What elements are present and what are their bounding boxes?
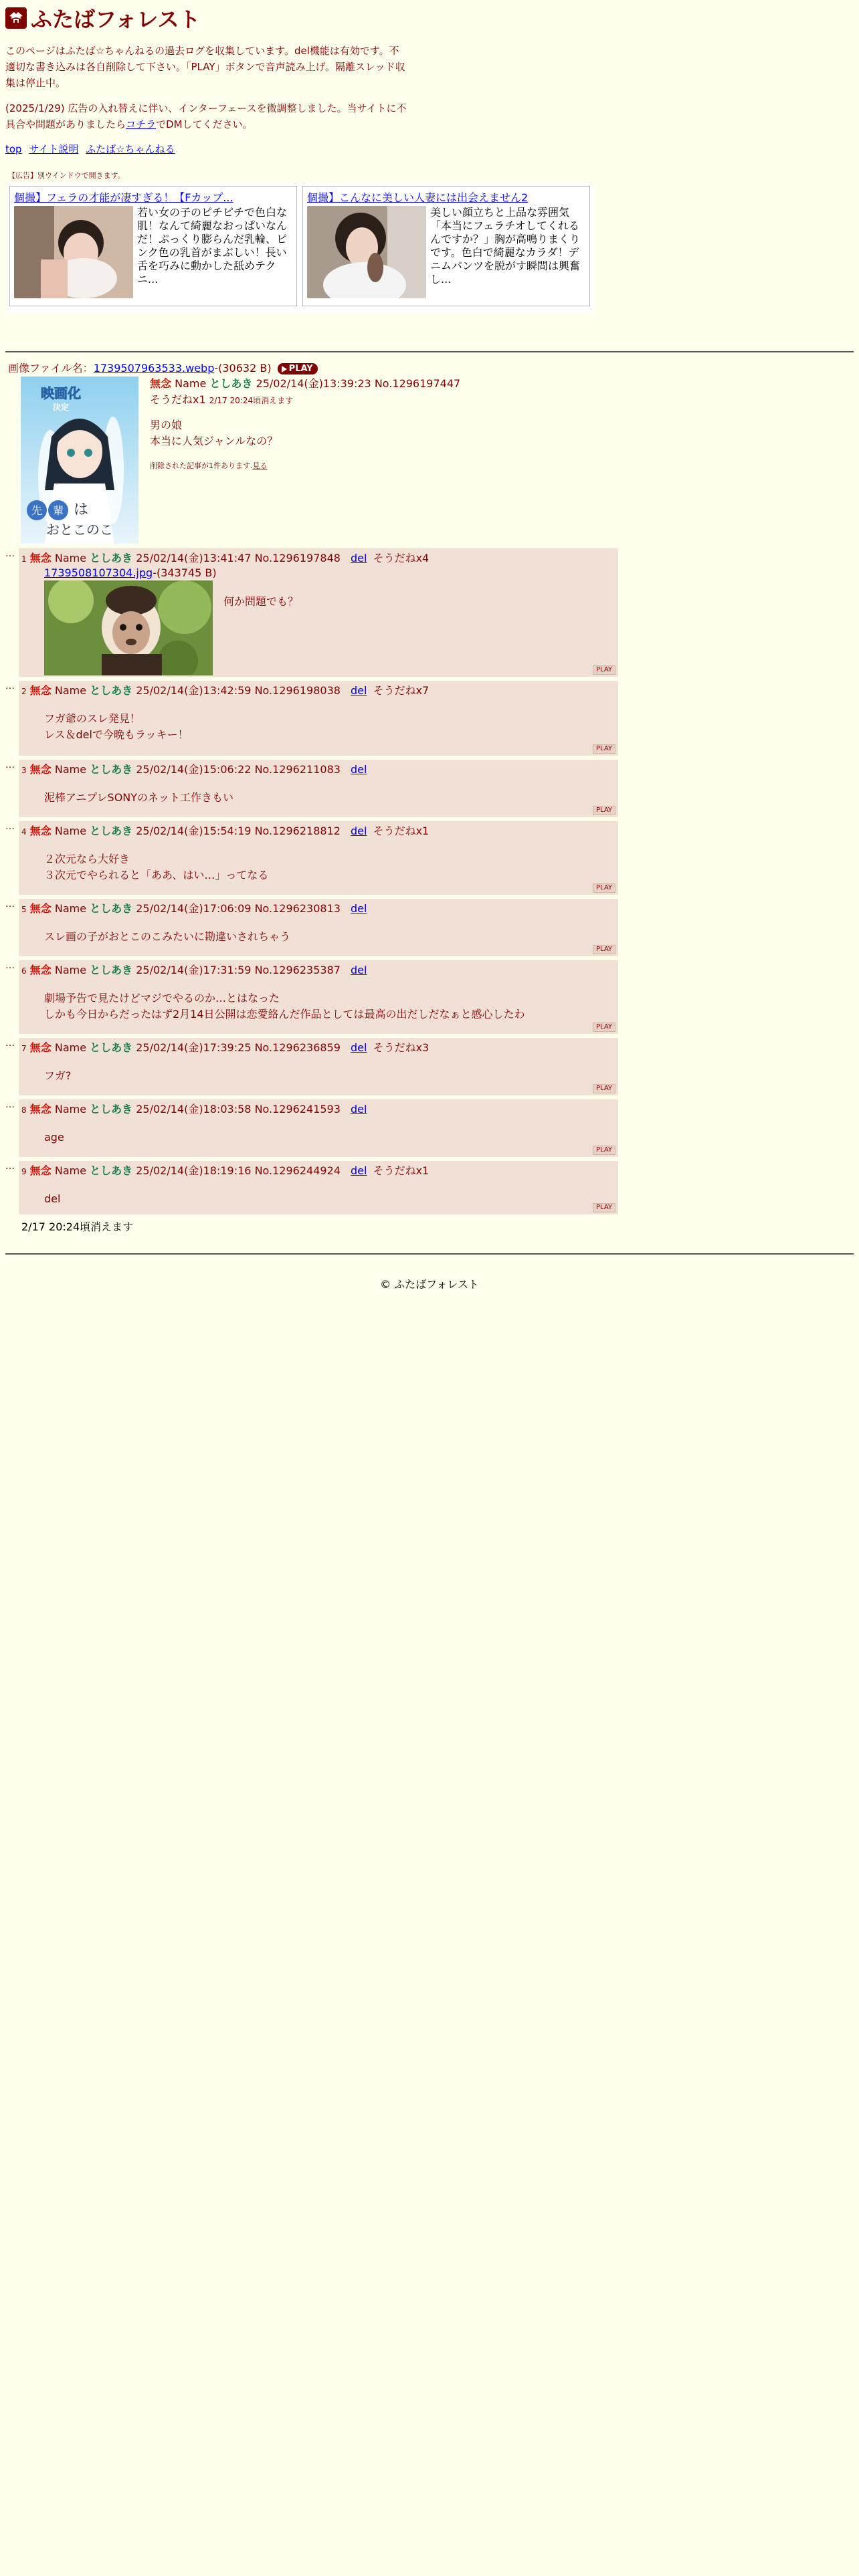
op-number: No.1296197447 <box>374 377 461 390</box>
play-icon <box>282 366 287 372</box>
site-header <box>5 3 407 156</box>
reply-body <box>19 821 618 895</box>
op-name: としあき <box>209 377 253 390</box>
soudane[interactable]: そうだねx3 <box>373 1041 430 1054</box>
soudane[interactable]: そうだねx4 <box>373 552 430 564</box>
reply-text: 泥棒アニプレSONYのネット工作きもい <box>44 791 234 804</box>
reply-header: 9 無念 Name としあき 25/02/14(金)18:19:16 No.1296244924 del そうだねx1 <box>21 1164 430 1177</box>
nav-futaba-link[interactable]: ふたば☆ちゃんねる <box>86 143 175 155</box>
del-link[interactable]: del <box>351 902 367 915</box>
reply-dots: … <box>5 548 15 559</box>
op-soudane[interactable]: そうだねx1 <box>150 393 206 406</box>
soudane[interactable]: そうだねx1 <box>373 825 430 837</box>
op-expire: 2/17 20:24頃消えます <box>209 396 294 405</box>
op-name-label: Name <box>175 377 207 390</box>
reply-body <box>19 1099 618 1157</box>
reply-play-button[interactable]: PLAY <box>593 1146 615 1155</box>
reply-body <box>19 1161 618 1214</box>
ad-card[interactable] <box>9 186 297 306</box>
nav-about-link[interactable]: サイト説明 <box>29 143 79 155</box>
reply-header: 8 無念 Name としあき 25/02/14(金)18:03:58 No.1296241593 del <box>21 1103 367 1115</box>
reply-header: 2 無念 Name としあき 25/02/14(金)13:42:59 No.1296198038 del そうだねx7 <box>21 684 430 697</box>
notice-text: (2025/1/29) 広告の入れ替えに伴い、インターフェースを微調整しました。当サイトに不具合や問題がありましたらコチラでDMしてください。 <box>5 102 407 130</box>
ad-title-link[interactable]: 個撮】こんなに美しい人妻には出会えません2 <box>307 191 529 204</box>
op-image-title-c: は <box>73 502 89 518</box>
reply-dots: … <box>5 1099 15 1110</box>
del-link[interactable]: del <box>351 1041 367 1054</box>
op-image-title-a: 先 <box>31 504 43 517</box>
reply-body <box>19 899 618 956</box>
deleted-show-link[interactable]: 見る <box>252 461 268 470</box>
reply-header: 5 無念 Name としあき 25/02/14(金)17:06:09 No.1296230813 del <box>21 902 367 915</box>
ad-title-link[interactable]: 個撮】フェラの才能が凄すぎる！【Fカップ... <box>14 191 233 204</box>
ad-description: 美しい顔立ちと上品な雰囲気「本当にフェラチオしてくれるんですか？」胸が高鳴りまくりです。色白で綺麗なカラダ！デニムパンツを脱がす瞬間は興奮し... <box>430 206 581 286</box>
reply-body <box>19 760 618 817</box>
op-image[interactable] <box>21 377 138 544</box>
reply-play-button[interactable]: PLAY <box>593 1084 615 1093</box>
thread-expire: 2/17 20:24頃消えます <box>21 1220 134 1233</box>
del-link[interactable]: del <box>351 1164 367 1177</box>
reply-dots: … <box>5 1038 15 1049</box>
nav-top-link[interactable]: top <box>5 143 22 155</box>
reply-play-button[interactable]: PLAY <box>593 665 615 675</box>
deleted-note: 削除された記事が1件あります.見る <box>150 461 268 470</box>
forest-logo-icon[interactable] <box>5 7 27 29</box>
site-title: ふたばフォレスト <box>31 7 201 32</box>
del-link[interactable]: del <box>351 684 367 697</box>
title-row <box>5 3 407 33</box>
reply-play-button[interactable]: PLAY <box>593 806 615 815</box>
reply-text: del <box>44 1192 61 1205</box>
contact-link[interactable]: コチラ <box>126 118 157 130</box>
reply-header: 7 無念 Name としあき 25/02/14(金)17:39:25 No.1296236859 del そうだねx3 <box>21 1041 430 1054</box>
ad-thumbnail-image[interactable] <box>307 206 426 298</box>
intro <box>5 43 407 132</box>
reply-dots: … <box>5 960 15 971</box>
reply-play-button[interactable]: PLAY <box>593 744 615 754</box>
reply-file-info: 1739508107304.jpg-(343745 B) <box>44 566 217 579</box>
reply-play-button[interactable]: PLAY <box>593 1203 615 1212</box>
reply-play-button[interactable]: PLAY <box>593 1023 615 1032</box>
reply-image[interactable] <box>44 580 213 675</box>
intro-text: このページはふたば☆ちゃんねるの過去ログを収集しています。del機能は有効です。不適切な書き込みは各自削除して下さい。「PLAY」ボタンで音声読み上げ。隔離スレッド収集は停止中。 <box>5 45 405 89</box>
reply-play-button[interactable]: PLAY <box>593 883 615 893</box>
op-play-button[interactable]: PLAY <box>278 363 318 374</box>
reply-dots: … <box>5 899 15 909</box>
op-file-info: 画像ファイル名：1739507963533.webp-(30632 B) PLAY <box>8 360 318 375</box>
reply-body <box>19 548 618 677</box>
op-body-line: 男の娘 <box>150 419 183 431</box>
op-file-link[interactable]: 1739507963533.webp <box>93 362 215 374</box>
reply-text: スレ画の子がおとこのこみたいに勘違いされちゃう <box>44 930 291 943</box>
op-image-badge-sub: 決定 <box>52 403 70 412</box>
ad-description: 若い女の子のピチピチで色白な肌！なんて綺麗なおっぱいなんだ！ぷっくり膨らんだ乳輪、ピンク色の乳首がまぶしい！長い舌を巧みに動かした舐めテクニ... <box>137 206 288 286</box>
footer: © ふたばフォレスト <box>380 1278 479 1291</box>
reply-text: フガ爺のスレ発見！ レス＆delで今晩もラッキー！ <box>44 712 189 741</box>
reply-header: 4 無念 Name としあき 25/02/14(金)15:54:19 No.1296218812 del そうだねx1 <box>21 825 430 837</box>
op-subject: 無念 <box>150 377 172 390</box>
reply-play-button[interactable]: PLAY <box>593 945 615 954</box>
divider <box>5 1253 854 1255</box>
reply-text: フガ? <box>44 1069 72 1082</box>
reply-body <box>19 681 618 756</box>
reply-body <box>19 960 618 1034</box>
del-link[interactable]: del <box>351 1103 367 1115</box>
op-image-title-b: 輩 <box>52 504 64 517</box>
reply-header: 1 無念 Name としあき 25/02/14(金)13:41:47 No.1296197848 del そうだねx4 <box>21 552 430 564</box>
reply-dots: … <box>5 1161 15 1172</box>
reply-dots: … <box>5 681 15 691</box>
del-link[interactable]: del <box>351 763 367 776</box>
ad-thumbnail-image[interactable] <box>14 206 133 298</box>
del-link[interactable]: del <box>351 825 367 837</box>
op-image-badge: 映画化 <box>41 385 81 401</box>
op-header <box>150 376 460 409</box>
soudane[interactable]: そうだねx7 <box>373 684 430 697</box>
reply-file-link[interactable]: 1739508107304.jpg <box>44 566 153 579</box>
reply-text: 何か問題でも？ <box>223 595 299 608</box>
nav-links <box>5 142 407 156</box>
reply-dots: … <box>5 760 15 770</box>
op-date: 25/02/14(金)13:39:23 <box>256 377 371 390</box>
op-body <box>150 417 278 449</box>
reply-body <box>19 1038 618 1095</box>
reply-dots: … <box>5 821 15 832</box>
reply-text: ２次元なら大好き ３次元でやられると「ああ、はい…」ってなる <box>44 853 269 881</box>
op-body-line: 本当に人気ジャンルなの？ <box>150 435 278 447</box>
del-link[interactable]: del <box>351 964 367 976</box>
reply-text: age <box>44 1131 64 1144</box>
ad-note: 【広告】別ウインドウで開きます。 <box>8 171 125 180</box>
op-image-title-d: おとこのこ <box>46 522 113 538</box>
reply-header: 3 無念 Name としあき 25/02/14(金)15:06:22 No.1296211083 del <box>21 763 367 776</box>
ad-card[interactable] <box>302 186 590 306</box>
ad-banner <box>7 183 594 313</box>
reply-text: 劇場予告で見たけどマジでやるのか…とはなった しかも今日からだったはず2月14日公開は恋愛絡んだ作品としては最高の出だしだなぁと感心したわ <box>44 992 525 1021</box>
del-link[interactable]: del <box>351 552 367 564</box>
reply-header: 6 無念 Name としあき 25/02/14(金)17:31:59 No.1296235387 del <box>21 964 367 976</box>
divider <box>5 351 854 352</box>
soudane[interactable]: そうだねx1 <box>373 1164 430 1177</box>
